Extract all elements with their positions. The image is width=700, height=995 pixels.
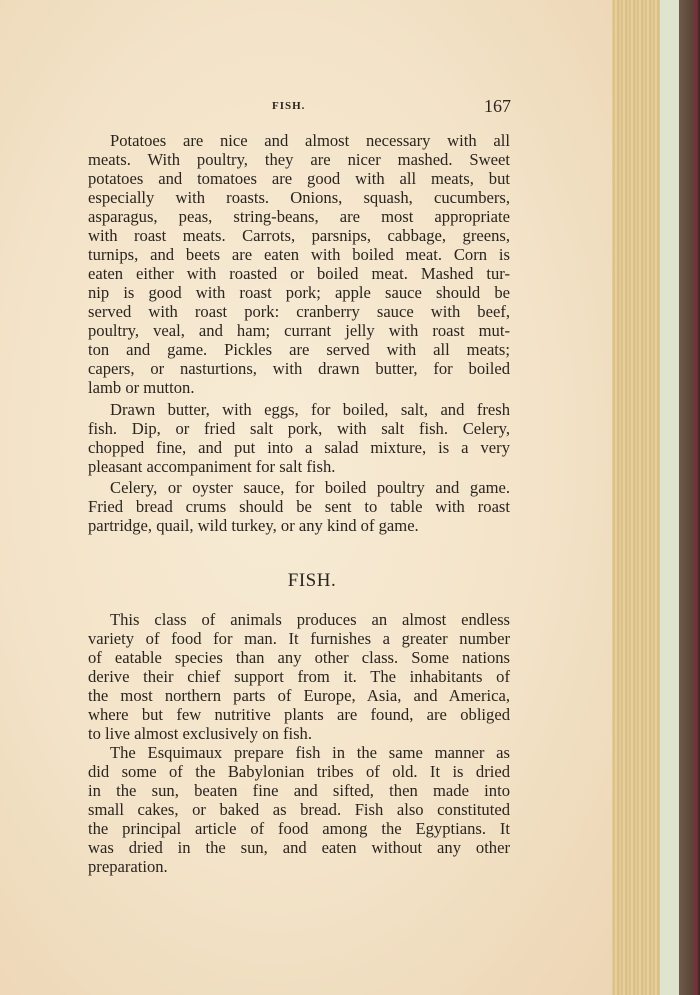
text-line: potatoes and tomatoes are good with all meats, but: [88, 169, 510, 188]
text-line: turnips, and beets are eaten with boiled meat. Corn is: [88, 245, 510, 264]
text-line: Celery, or oyster sauce, for boiled poultry and game.: [110, 478, 510, 497]
paragraph-accompaniments: [88, 131, 510, 397]
text-line: pleasant accompaniment for salt fish.: [88, 457, 336, 476]
paragraph-esquimaux: [88, 743, 510, 876]
text-line: ton and game. Pickles are served with all meats;: [88, 340, 510, 359]
running-title: FISH.: [272, 100, 306, 112]
paragraph-celery: [88, 478, 510, 535]
text-line: capers, or nasturtions, with drawn butter, for boiled: [88, 359, 510, 378]
text-line: poultry, veal, and ham; currant jelly with roast mut-: [88, 321, 510, 340]
book-cover: [679, 0, 700, 995]
text-line: eaten either with roasted or boiled meat. Mashed tur-: [88, 264, 510, 283]
text-line: where but few nutritive plants are found, are obliged: [88, 705, 510, 724]
text-line: Fried bread crums should be sent to table with roast: [88, 497, 510, 516]
text-line: did some of the Babylonian tribes of old. It is dried: [88, 762, 510, 781]
text-line: small cakes, or baked as bread. Fish also constituted: [88, 800, 510, 819]
endpaper: [660, 0, 679, 995]
paragraph-drawn-butter: [88, 400, 510, 476]
page-number: 167: [484, 96, 511, 116]
text-line: with roast meats. Carrots, parsnips, cabbage, greens,: [88, 226, 510, 245]
text-line: meats. With poultry, they are nicer mashed. Sweet: [88, 150, 510, 169]
section-heading: FISH.: [287, 570, 337, 591]
paragraph-fish-intro: [88, 610, 510, 743]
text-line: derive their chief support from it. The inhabitants of: [88, 667, 510, 686]
text-line: fish. Dip, or fried salt pork, with salt fish. Celery,: [88, 419, 510, 438]
text-line: in the sun, beaten fine and sifted, then made into: [88, 781, 510, 800]
text-line: of eatable species than any other class. Some nations: [88, 648, 510, 667]
text-line: to live almost exclusively on fish.: [88, 724, 312, 743]
page-edges: [612, 0, 662, 995]
text-line: Drawn butter, with eggs, for boiled, salt, and fresh: [110, 400, 510, 419]
text-line: nip is good with roast pork; apple sauce should be: [88, 283, 510, 302]
text-line: served with roast pork: cranberry sauce with beef,: [88, 302, 510, 321]
text-line: variety of food for man. It furnishes a greater number: [88, 629, 510, 648]
text-line: partridge, quail, wild turkey, or any kind of game.: [88, 516, 419, 535]
text-line: the principal article of food among the Egyptians. It: [88, 819, 510, 838]
text-line: preparation.: [88, 857, 168, 876]
text-line: The Esquimaux prepare fish in the same manner as: [110, 743, 510, 762]
text-line: Potatoes are nice and almost necessary with all: [110, 131, 510, 150]
text-line: lamb or mutton.: [88, 378, 195, 397]
text-line: asparagus, peas, string-beans, are most appropriate: [88, 207, 510, 226]
text-line: the most northern parts of Europe, Asia, and America,: [88, 686, 510, 705]
text-line: was dried in the sun, and eaten without any other: [88, 838, 510, 857]
text-line: This class of animals produces an almost endless: [110, 610, 510, 629]
text-line: especially with roasts. Onions, squash, cucumbers,: [88, 188, 510, 207]
text-line: chopped fine, and put into a salad mixture, is a very: [88, 438, 510, 457]
